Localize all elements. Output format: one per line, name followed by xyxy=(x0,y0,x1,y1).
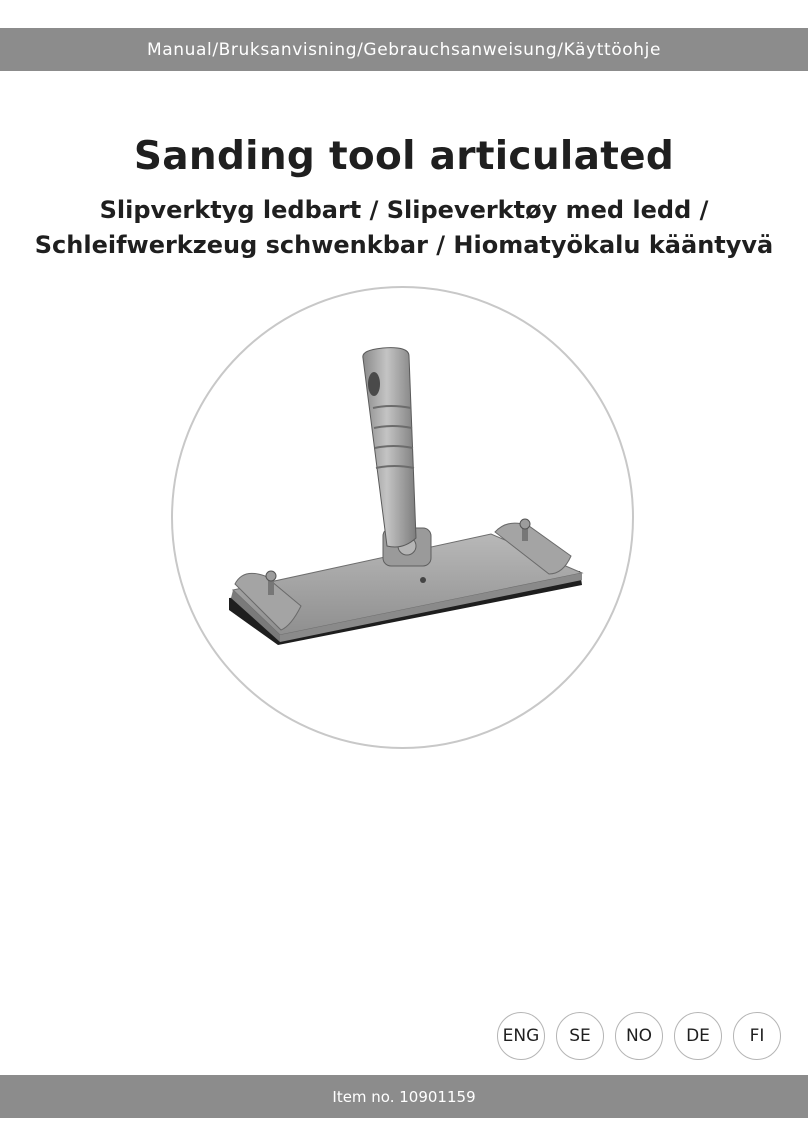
lang-badge-fi[interactable]: FI xyxy=(733,1012,781,1060)
language-selector xyxy=(497,1012,781,1060)
lang-badge-no[interactable]: NO xyxy=(615,1012,663,1060)
subtitle-line-2: Schleifwerkzeug schwenkbar / Hiomatyökalu kääntyvä xyxy=(34,231,774,259)
lang-badge-eng[interactable]: ENG xyxy=(497,1012,545,1060)
sanding-tool-illustration xyxy=(173,288,636,751)
product-image-circle xyxy=(171,286,634,749)
header-bar xyxy=(0,28,808,71)
lang-badge-de[interactable]: DE xyxy=(674,1012,722,1060)
footer-bar xyxy=(0,1075,808,1118)
manual-label: Manual/Bruksanvisning/Gebrauchsanweisung/Käyttöohje xyxy=(146,39,662,60)
page-title: Sanding tool articulated xyxy=(133,134,675,179)
lang-badge-se[interactable]: SE xyxy=(556,1012,604,1060)
subtitle-line-1: Slipverktyg ledbart / Slipeverktøy med ledd / xyxy=(99,196,709,224)
item-number: Item no. 10901159 xyxy=(332,1087,476,1106)
